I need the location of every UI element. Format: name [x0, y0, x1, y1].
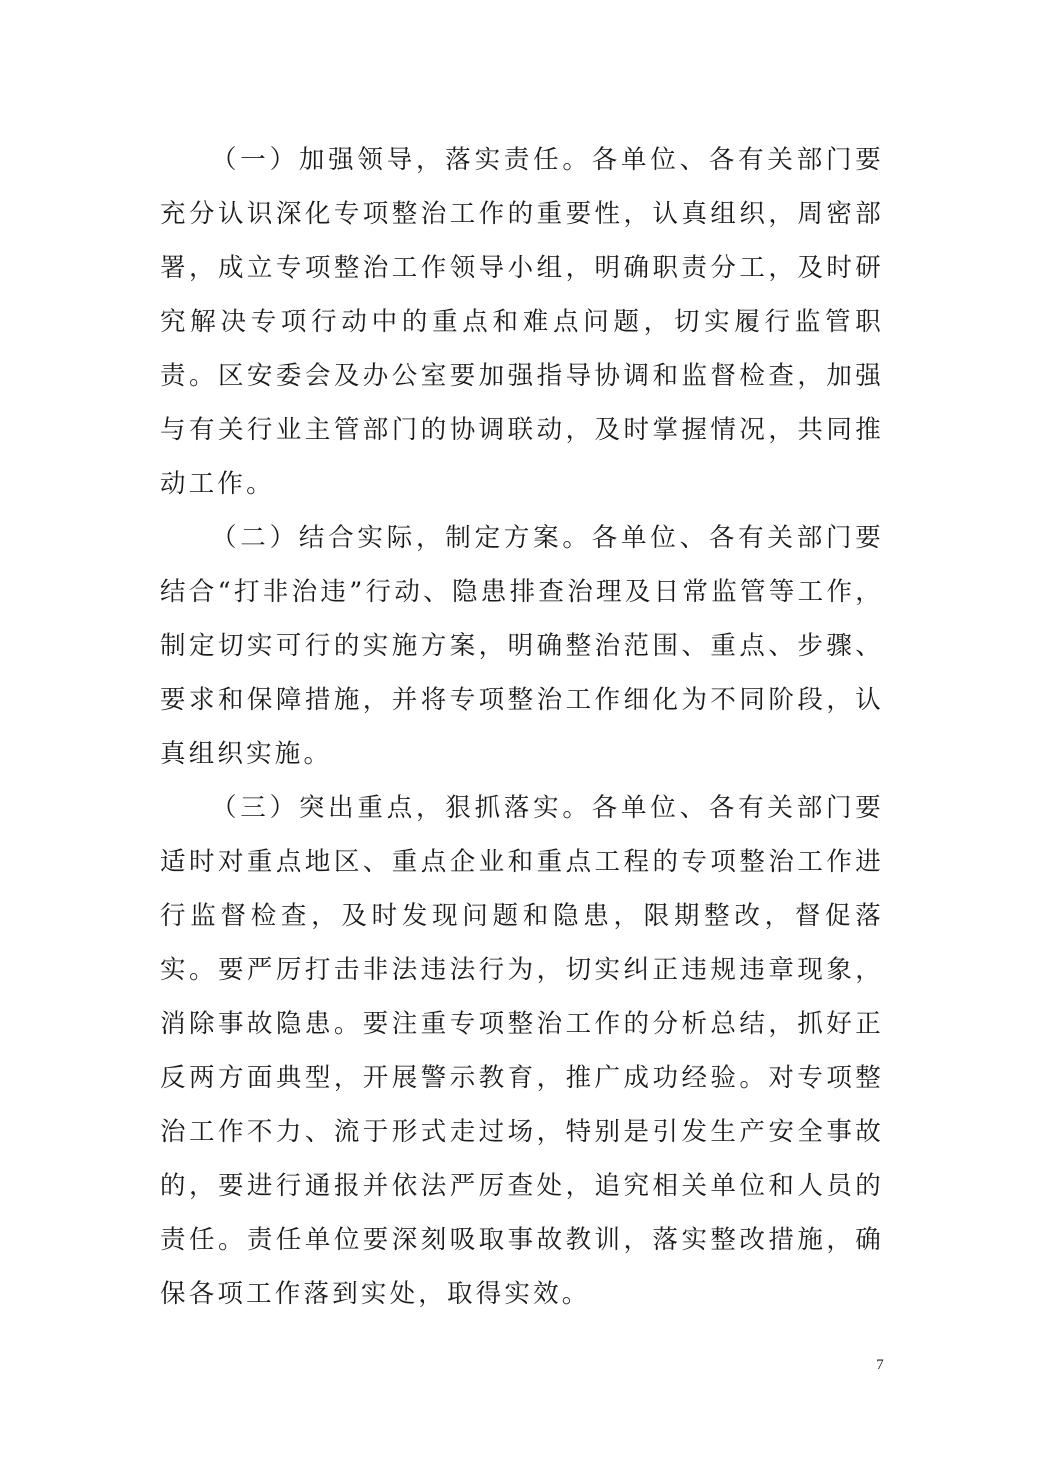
paragraph-implementation: （三）突出重点，狠抓落实。各单位、各有关部门要适时对重点地区、重点企业和重点工程的专项整治工作进行监督检查，及时发现问题和隐患，限期整改，督促落实。要严厉打击非法违法行为，切实纠正违规违章现象，消除事故隐患。要注重专项整治工作的分析总结，抓好正反两方面典型，开展警示教育，推广成功经验。对专项整治工作不力、流于形式走过场，特别是引发生产安全事故的，要进行通报并依法严厉查处，追究相关单位和人员的责任。责任单位要深刻吸取事故教训，落实整改措施，确保各项工作落到实处，取得实效。	[160, 793, 884, 1309]
paragraph-leadership: （一）加强领导，落实责任。各单位、各有关部门要充分认识深化专项整治工作的重要性，认真组织，周密部署，成立专项整治工作领导小组，明确职责分工，及时研究解决专项行动中的重点和难点问题，切实履行监管职责。区安委会及办公室要加强指导协调和监督检查，加强与有关行业主管部门的协调联动，及时掌握情况，共同推动工作。	[160, 145, 884, 499]
document-body	[160, 133, 884, 1321]
page-number: 7	[876, 1357, 884, 1373]
paragraph-plan: （二）结合实际，制定方案。各单位、各有关部门要结合“打非治违”行动、隐患排查治理及日常监管等工作，制定切实可行的实施方案，明确整治范围、重点、步骤、要求和保障措施，并将专项整治工作细化为不同阶段，认真组织实施。	[160, 523, 884, 769]
